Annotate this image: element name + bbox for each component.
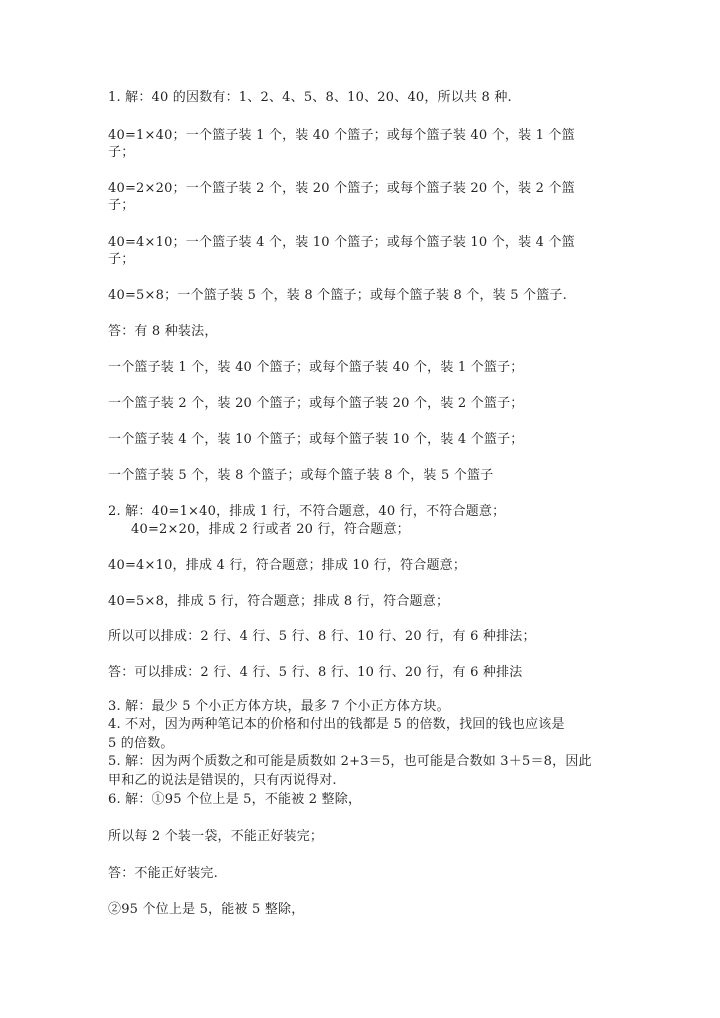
- text-line: 一个篮子装 1 个，装 40 个篮子；或每个篮子装 40 个，装 1 个篮子；: [108, 360, 524, 375]
- text-line: 所以可以排成：2 行、4 行、5 行、8 行、10 行、20 行，有 6 种排法；: [108, 629, 536, 644]
- text-line: 子；: [108, 198, 135, 213]
- text-line: 40=2×20，排成 2 行或者 20 行，符合题意；: [131, 522, 410, 537]
- text-line: 6. 解：①95 个位上是 5，不能被 2 整除，: [108, 792, 362, 807]
- text-line: 40=4×10，排成 4 行，符合题意；排成 10 行，符合题意；: [108, 558, 467, 573]
- text-line: 所以每 2 个装一袋，不能正好装完；: [108, 829, 324, 844]
- text-line: 答：有 8 种装法，: [108, 324, 218, 339]
- text-line: 一个篮子装 2 个，装 20 个篮子；或每个篮子装 20 个，装 2 个篮子；: [108, 396, 524, 411]
- text-line: 子；: [108, 252, 135, 267]
- text-line: 一个篮子装 5 个，装 8 个篮子；或每个篮子装 8 个，装 5 个篮子: [108, 468, 494, 483]
- text-line: 3. 解：最少 5 个小正方体方块，最多 7 个小正方体方块。: [108, 699, 450, 714]
- text-line: 甲和乙的说法是错误的，只有丙说得对.: [108, 773, 337, 788]
- text-line: 40=5×8；一个篮子装 5 个，装 8 个篮子；或每个篮子装 8 个，装 5 个篮子.: [108, 288, 567, 303]
- text-line: 40=4×10；一个篮子装 4 个，装 10 个篮子；或每个篮子装 10 个，装 4 个篮: [108, 235, 575, 250]
- text-line: 答：不能正好装完.: [108, 866, 218, 881]
- text-line: ②95 个位上是 5，能被 5 整除，: [108, 902, 305, 917]
- text-line: 4. 不对，因为两种笔记本的价格和付出的钱都是 5 的倍数，找回的钱也应该是: [108, 717, 565, 732]
- text-line: 5. 解：因为两个质数之和可能是质数如 2+3＝5，也可能是合数如 3＋5＝8，因此: [108, 754, 592, 769]
- text-line: 5 的倍数。: [108, 736, 174, 751]
- text-line: 40=2×20；一个篮子装 2 个，装 20 个篮子；或每个篮子装 20 个，装 2 个篮: [108, 181, 575, 196]
- text-line: 2. 解：40=1×40，排成 1 行，不符合题意，40 行，不符合题意；: [108, 504, 506, 519]
- text-line: 答：可以排成：2 行、4 行、5 行、8 行、10 行、20 行，有 6 种排法: [108, 665, 523, 680]
- text-line: 子；: [108, 145, 135, 160]
- text-line: 40=1×40；一个篮子装 1 个，装 40 个篮子；或每个篮子装 40 个，装 1 个篮: [108, 128, 575, 143]
- text-line: 一个篮子装 4 个，装 10 个篮子；或每个篮子装 10 个，装 4 个篮子；: [108, 432, 524, 447]
- text-line: 40=5×8，排成 5 行，符合题意；排成 8 行，符合题意；: [108, 594, 450, 609]
- text-line: 1. 解：40 的因数有：1、2、4、5、8、10、20、40，所以共 8 种.: [108, 90, 512, 105]
